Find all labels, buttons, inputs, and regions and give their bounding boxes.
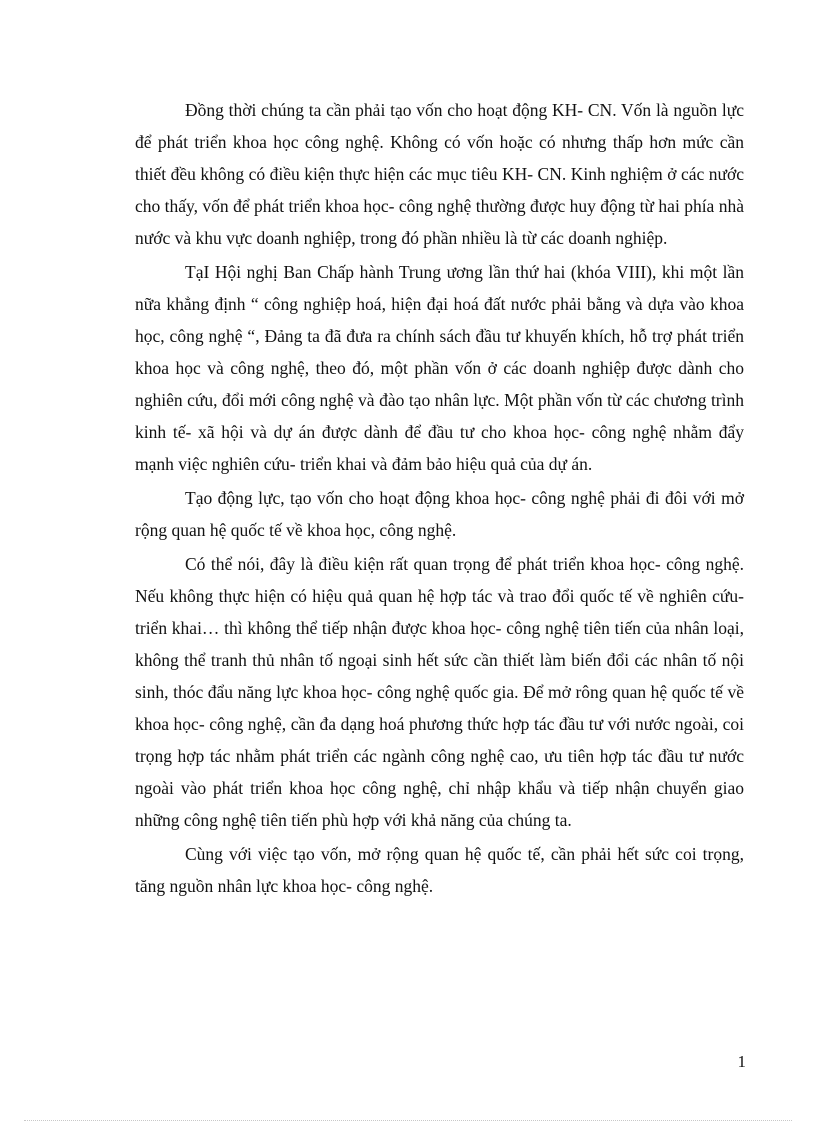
page-number: 1 — [737, 1052, 746, 1071]
paragraph-3: Tạo động lực, tạo vốn cho hoạt động khoa học- công nghệ phải đi đôi với mở rộng quan hệ quốc tế về khoa học, công nghệ. — [135, 488, 744, 540]
paragraph-1: Đồng thời chúng ta cần phải tạo vốn cho hoạt động KH- CN. Vốn là nguồn lực để phát triển khoa học công nghệ. Không có vốn hoặc có nhưng thấp hơn mức cần thiết đều không có điều kiện thực hiện các mục tiêu KH- CN. Kinh nghiệm ở các nước cho thấy, vốn để phát triển khoa học- công nghệ thường được huy động từ hai phía nhà nước và khu vực doanh nghiệp, trong đó phần nhiều là từ các doanh nghiệp. — [135, 100, 744, 248]
paragraph-4: Có thể nói, đây là điều kiện rất quan trọng để phát triển khoa học- công nghệ. Nếu không thực hiện có hiệu quả quan hệ hợp tác và trao đổi quốc tế về nghiên cứu- triển khai… thì không thể tiếp nhận được khoa học- công nghệ tiên tiến của nhân loại, không thể tranh thủ nhân tố ngoại sinh hết sức cần thiết làm biến đổi các nhân tố nội sinh, thóc đẩu năng lực khoa học- công nghệ quốc gia. Để mở rông quan hệ quốc tế về khoa học- công nghệ, cần đa dạng hoá phương thức hợp tác đầu tư với nước ngoài, coi trọng hợp tác nhằm phát triển các ngành công nghệ cao, ưu tiên hợp tác đầu tư nước ngoài vào phát triển khoa học công nghệ, chỉ nhập khẩu và tiếp nhận chuyển giao những công nghệ tiên tiến phù hợp với khả năng của chúng ta. — [135, 554, 744, 830]
paragraph-2: TạI Hội nghị Ban Chấp hành Trung ương lần thứ hai (khóa VIII), khi một lần nữa khẳng định “ công nghiệp hoá, hiện đại hoá đất nước phải bằng và dựa vào khoa học, công nghệ “, Đảng ta đã đưa ra chính sách đầu tư khuyến khích, hỗ trợ phát triển khoa học và công nghệ, theo đó, một phần vốn ở các doanh nghiệp được dành cho nghiên cứu, đổi mới công nghệ và đào tạo nhân lực. Một phần vốn từ các chương trình kinh tế- xã hội và dự án được dành để đầu tư cho khoa học- công nghệ nhằm đẩy mạnh việc nghiên cứu- triển khai và đảm bảo hiệu quả của dự án. — [135, 262, 744, 474]
body-text — [135, 94, 744, 904]
page-bottom-border — [24, 1120, 792, 1121]
paragraph-5: Cùng với việc tạo vốn, mở rộng quan hệ quốc tế, cần phải hết sức coi trọng, tăng nguồn nhân lực khoa học- công nghệ. — [135, 844, 744, 896]
